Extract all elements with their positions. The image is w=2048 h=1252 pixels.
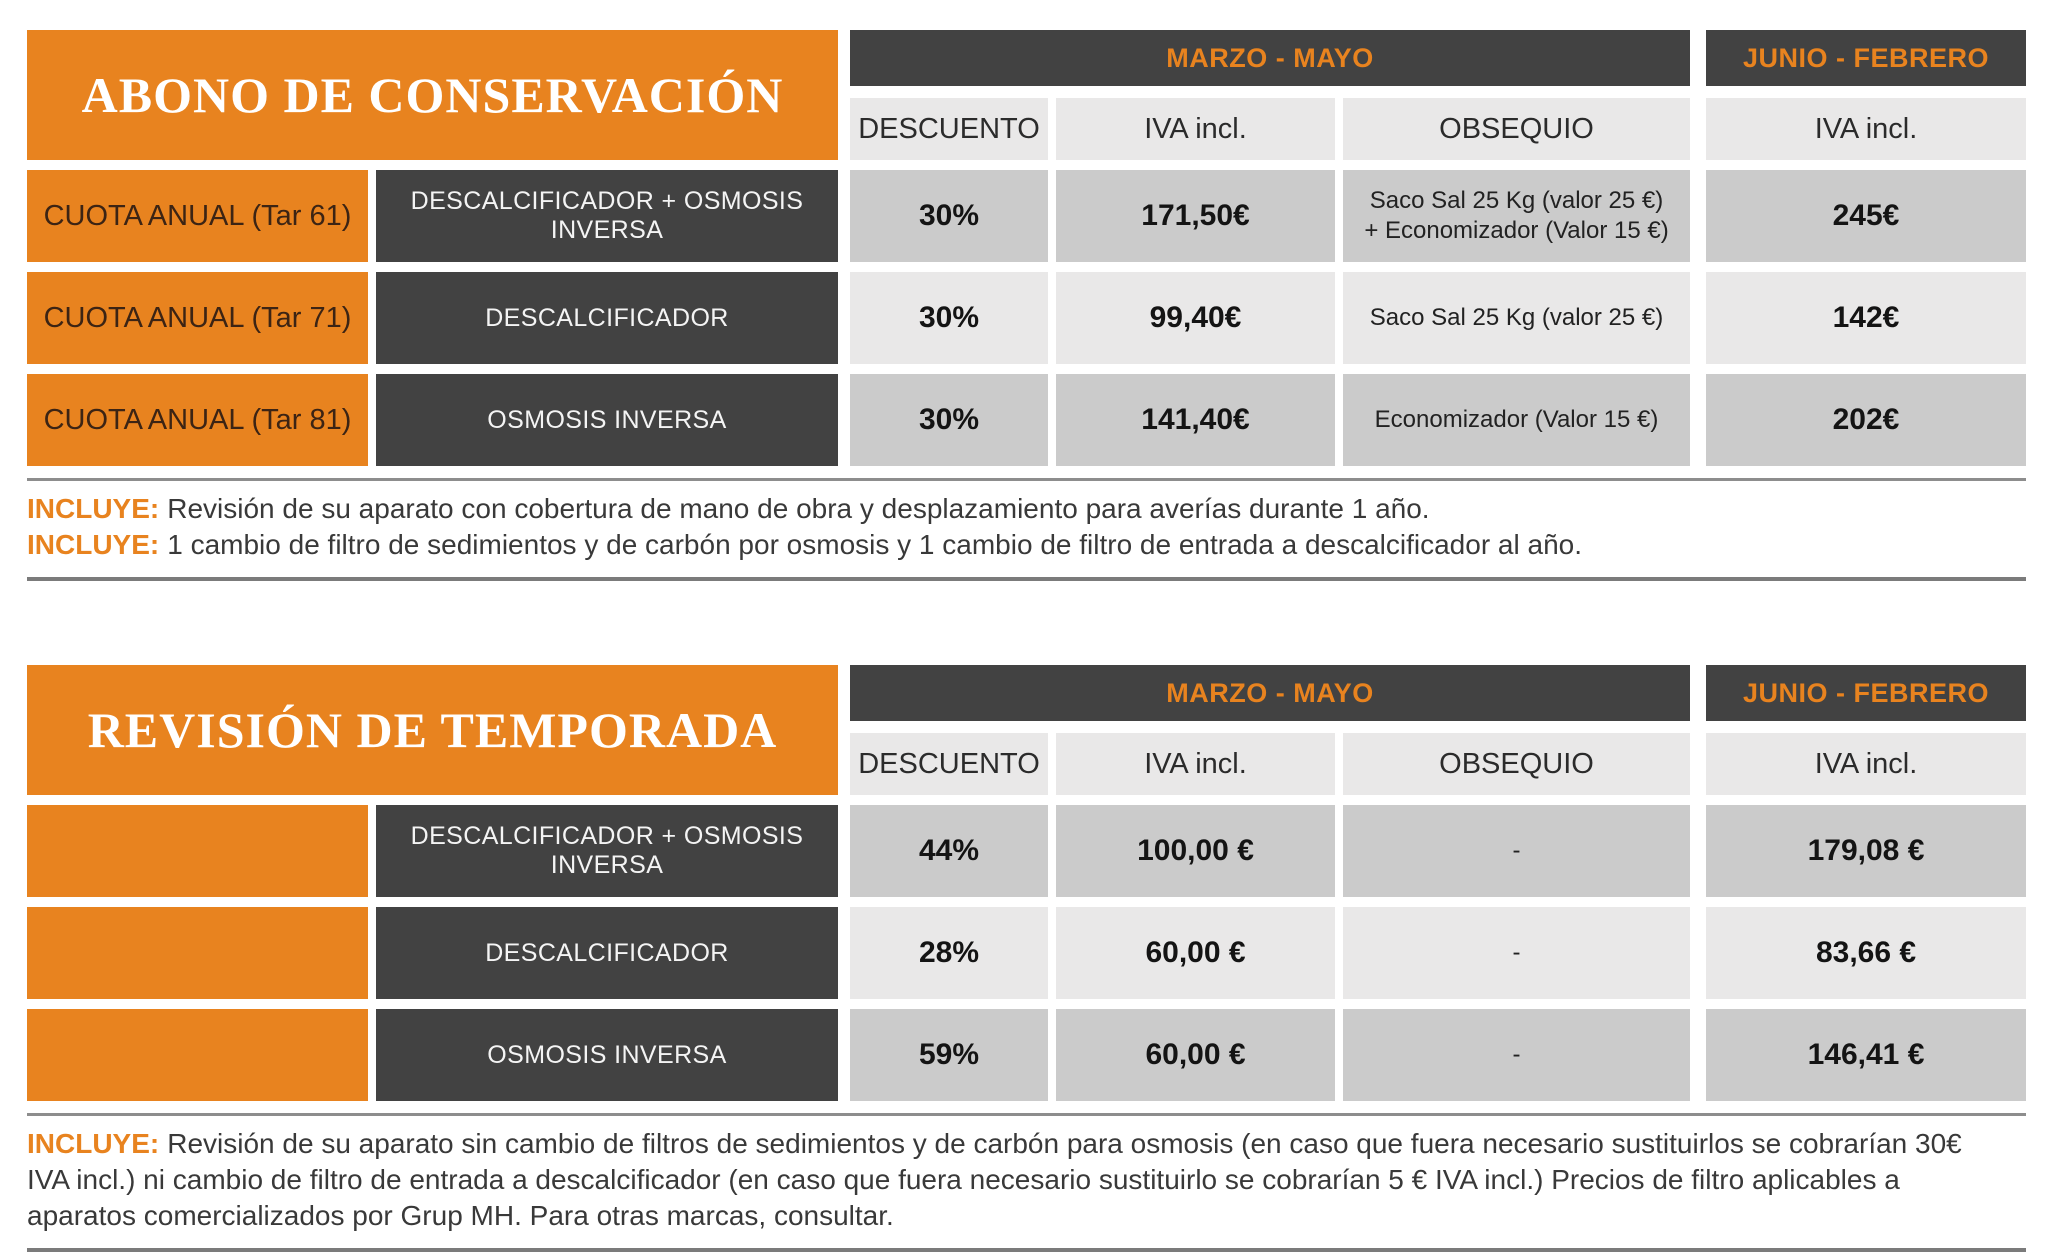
price-cell-junio-febrero: 202€ xyxy=(1706,374,2026,466)
gift-line: - xyxy=(1512,939,1521,966)
gift-line: + Economizador (Valor 15 €) xyxy=(1364,217,1669,244)
note-text: Revisión de su aparato con cobertura de mano de obra y desplazamiento para averías durante 1 año. xyxy=(167,493,1430,524)
row-label-cell: CUOTA ANUAL (Tar 61) xyxy=(27,170,368,262)
note-label: INCLUYE: xyxy=(27,529,160,560)
table-title: REVISIÓN DE TEMPORADA xyxy=(27,665,838,795)
discount-cell: 30% xyxy=(850,170,1048,262)
divider xyxy=(27,577,2026,581)
gift-cell xyxy=(1343,170,1690,262)
product-cell: DESCALCIFICADOR + OSMOSIS INVERSA xyxy=(376,805,838,897)
note-line xyxy=(27,527,1987,563)
discount-cell: 30% xyxy=(850,272,1048,364)
column-header-iva-junio-febrero: IVA incl. xyxy=(1706,733,2026,795)
discount-cell: 59% xyxy=(850,1009,1048,1101)
table-title: ABONO DE CONSERVACIÓN xyxy=(27,30,838,160)
column-header-descuento: DESCUENTO xyxy=(850,733,1048,795)
column-header-obsequio: OBSEQUIO xyxy=(1343,98,1690,160)
note-text: 1 cambio de filtro de sedimientos y de carbón por osmosis y 1 cambio de filtro de entrada a descalcificador al año. xyxy=(167,529,1582,560)
product-cell: DESCALCIFICADOR xyxy=(376,907,838,999)
row-label-cell xyxy=(27,907,368,999)
price-cell-junio-febrero: 142€ xyxy=(1706,272,2026,364)
season-group-header-marzo-mayo: MARZO - MAYO xyxy=(850,30,1690,86)
divider xyxy=(27,1248,2026,1252)
row-label-cell: CUOTA ANUAL (Tar 71) xyxy=(27,272,368,364)
gift-cell xyxy=(1343,374,1690,466)
note-line xyxy=(27,491,1987,527)
gift-cell xyxy=(1343,805,1690,897)
discount-cell: 30% xyxy=(850,374,1048,466)
product-cell: OSMOSIS INVERSA xyxy=(376,1009,838,1101)
table-revision-temporada xyxy=(27,665,2026,1101)
note-label: INCLUYE: xyxy=(27,1128,160,1159)
gift-line: - xyxy=(1512,837,1521,864)
gift-cell xyxy=(1343,1009,1690,1101)
product-cell: OSMOSIS INVERSA xyxy=(376,374,838,466)
column-header-descuento: DESCUENTO xyxy=(850,98,1048,160)
price-cell-marzo-mayo: 100,00 € xyxy=(1056,805,1335,897)
price-cell-marzo-mayo: 60,00 € xyxy=(1056,907,1335,999)
column-header-iva-marzo-mayo: IVA incl. xyxy=(1056,98,1335,160)
discount-cell: 44% xyxy=(850,805,1048,897)
note-label: INCLUYE: xyxy=(27,493,160,524)
gift-line: - xyxy=(1512,1041,1521,1068)
season-group-header-junio-febrero: JUNIO - FEBRERO xyxy=(1706,665,2026,721)
price-cell-marzo-mayo: 60,00 € xyxy=(1056,1009,1335,1101)
notes-abono xyxy=(27,491,1987,563)
price-cell-marzo-mayo: 141,40€ xyxy=(1056,374,1335,466)
price-cell-junio-febrero: 146,41 € xyxy=(1706,1009,2026,1101)
note-text: Revisión de su aparato sin cambio de filtros de sedimientos y de carbón para osmosis (en caso que fuera necesario sustituirlos se cobrarían 30€ IVA incl.) ni cambio de filtro de entrada a descalcificador (en caso que fuera necesario sustituirlo se cobrarían 5 € IVA incl.) Precios de filtro aplicables a aparatos comercializados por Grup MH. Para otras marcas, consultar. xyxy=(27,1128,1962,1231)
gift-cell xyxy=(1343,907,1690,999)
gift-line: Saco Sal 25 Kg (valor 25 €) xyxy=(1369,187,1664,214)
note-line xyxy=(27,1126,1987,1234)
divider xyxy=(27,478,2026,481)
gift-line: Economizador (Valor 15 €) xyxy=(1374,406,1659,433)
gift-cell xyxy=(1343,272,1690,364)
column-header-obsequio: OBSEQUIO xyxy=(1343,733,1690,795)
price-cell-marzo-mayo: 171,50€ xyxy=(1056,170,1335,262)
price-cell-junio-febrero: 245€ xyxy=(1706,170,2026,262)
price-cell-junio-febrero: 179,08 € xyxy=(1706,805,2026,897)
product-cell: DESCALCIFICADOR + OSMOSIS INVERSA xyxy=(376,170,838,262)
season-group-header-marzo-mayo: MARZO - MAYO xyxy=(850,665,1690,721)
season-group-header-junio-febrero: JUNIO - FEBRERO xyxy=(1706,30,2026,86)
gift-line: Saco Sal 25 Kg (valor 25 €) xyxy=(1369,304,1664,331)
price-cell-marzo-mayo: 99,40€ xyxy=(1056,272,1335,364)
product-cell: DESCALCIFICADOR xyxy=(376,272,838,364)
row-label-cell: CUOTA ANUAL (Tar 81) xyxy=(27,374,368,466)
divider xyxy=(27,1113,2026,1116)
column-header-iva-marzo-mayo: IVA incl. xyxy=(1056,733,1335,795)
row-label-cell xyxy=(27,1009,368,1101)
column-header-iva-junio-febrero: IVA incl. xyxy=(1706,98,2026,160)
row-label-cell xyxy=(27,805,368,897)
table-abono-conservacion xyxy=(27,30,2026,466)
discount-cell: 28% xyxy=(850,907,1048,999)
notes-revision xyxy=(27,1126,1987,1234)
price-cell-junio-febrero: 83,66 € xyxy=(1706,907,2026,999)
